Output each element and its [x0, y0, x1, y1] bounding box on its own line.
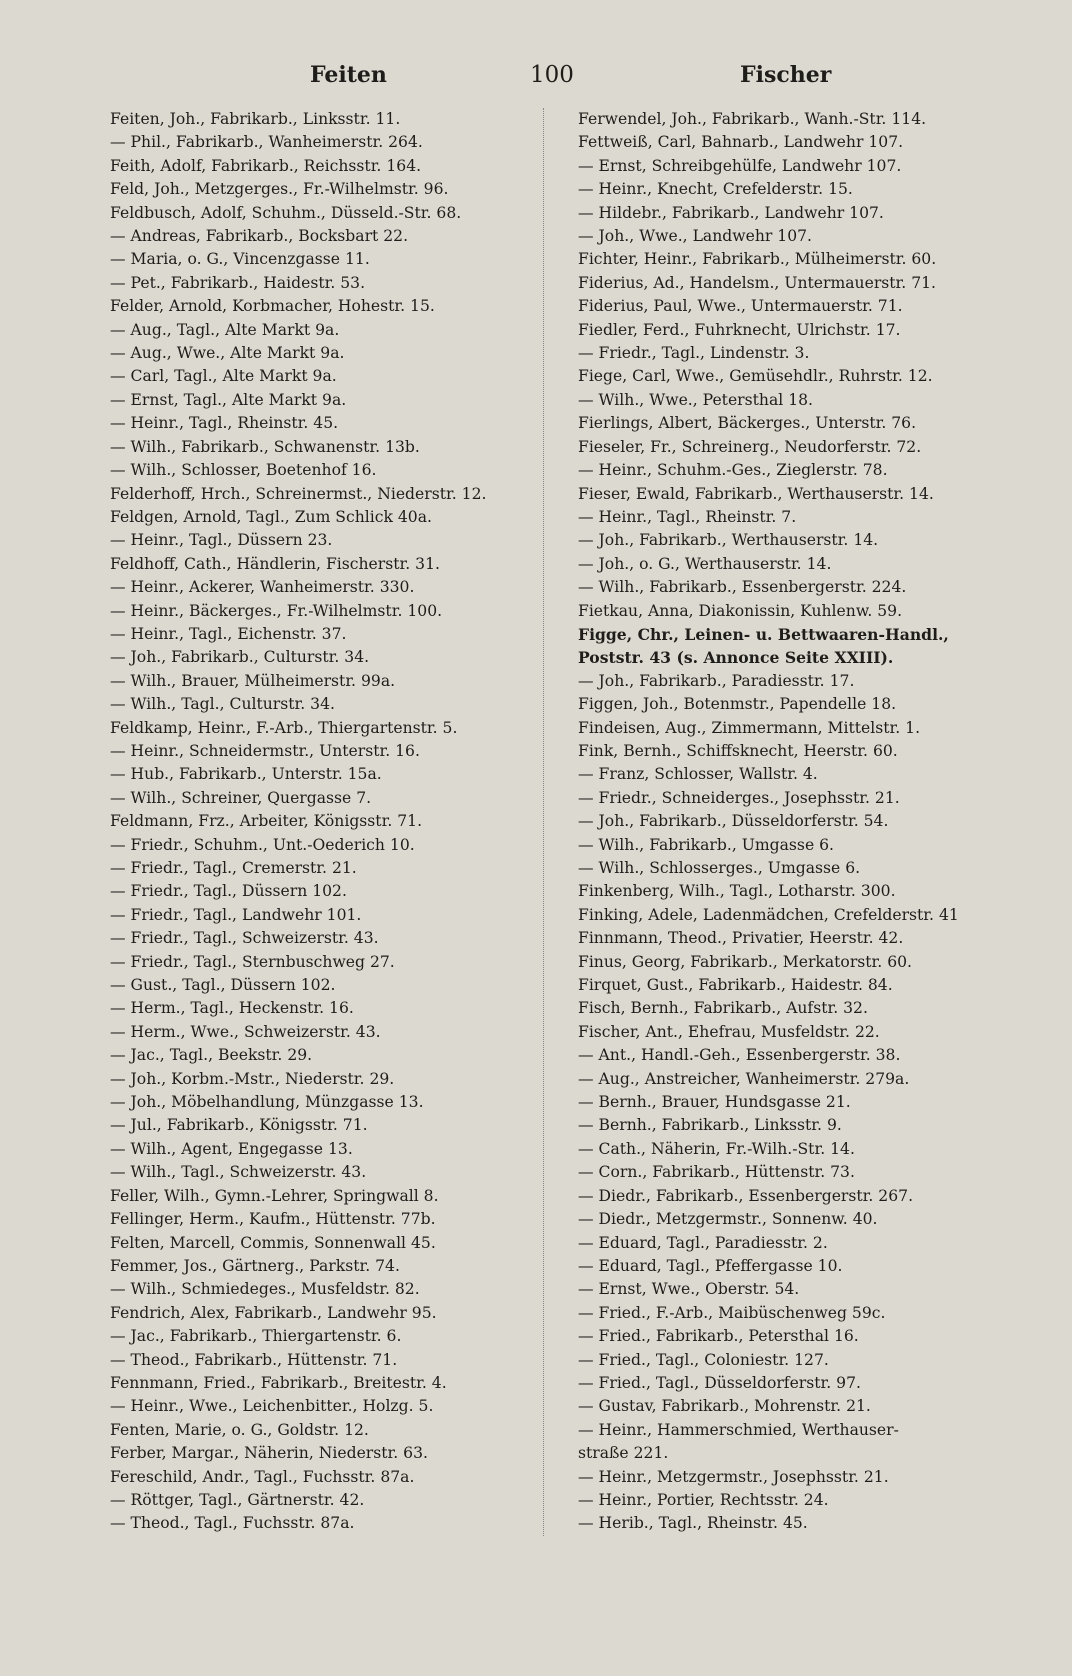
- directory-entry: — Jul., Fabrikarb., Königsstr. 71.: [110, 1116, 368, 1135]
- directory-entry: — Aug., Wwe., Alte Markt 9a.: [110, 344, 345, 363]
- directory-entry: — Friedr., Tagl., Düssern 102.: [110, 882, 347, 901]
- header-right-keyword: Fischer: [740, 62, 832, 88]
- directory-entry: — Heinr., Portier, Rechtsstr. 24.: [578, 1490, 829, 1509]
- directory-entry: — Wilh., Agent, Engegasse 13.: [110, 1139, 353, 1158]
- directory-entry: Ferwendel, Joh., Fabrikarb., Wanh.-Str. 114.: [578, 110, 927, 128]
- directory-entry: — Fried., Tagl., Düsseldorferstr. 97.: [578, 1373, 861, 1392]
- directory-entry: — Maria, o. G., Vincenzgasse 11.: [110, 250, 370, 269]
- directory-entry: Fierlings, Albert, Bäckerges., Unterstr. 76.: [578, 414, 917, 433]
- directory-entry: — Jac., Tagl., Beekstr. 29.: [110, 1046, 313, 1065]
- directory-entry: — Friedr., Tagl., Schweizerstr. 43.: [110, 929, 379, 948]
- directory-entry: — Wilh., Fabrikarb., Schwanenstr. 13b.: [110, 437, 420, 456]
- directory-entry: Feith, Adolf, Fabrikarb., Reichsstr. 164.: [110, 156, 422, 175]
- directory-entry: — Herm., Tagl., Heckenstr. 16.: [110, 999, 354, 1018]
- directory-entry: Fichter, Heinr., Fabrikarb., Mülheimerstr. 60.: [578, 250, 937, 269]
- directory-entry: — Gustav, Fabrikarb., Mohrenstr. 21.: [578, 1397, 871, 1416]
- directory-entry: — Franz, Schlosser, Wallstr. 4.: [578, 765, 818, 784]
- directory-entry: — Fried., Tagl., Coloniestr. 127.: [578, 1350, 829, 1369]
- page-header: [110, 62, 1014, 102]
- directory-entry: — Ernst, Tagl., Alte Markt 9a.: [110, 390, 347, 409]
- directory-entry: — Friedr., Schuhm., Unt.-Oederich 10.: [110, 835, 415, 854]
- directory-entry: Femmer, Jos., Gärtnerg., Parkstr. 74.: [110, 1256, 400, 1275]
- directory-entry: Feld, Joh., Metzgerges., Fr.-Wilhelmstr. 96.: [110, 180, 449, 199]
- directory-entry: — Joh., Wwe., Landwehr 107.: [578, 227, 813, 246]
- directory-entry: — Friedr., Tagl., Sternbuschweg 27.: [110, 952, 395, 971]
- directory-entry: — Heinr., Knecht, Crefelderstr. 15.: [578, 180, 853, 199]
- directory-entry: — Joh., Fabrikarb., Paradiesstr. 17.: [578, 671, 855, 690]
- directory-entry: — Bernh., Brauer, Hundsgasse 21.: [578, 1093, 851, 1112]
- directory-entry: — Röttger, Tagl., Gärtnerstr. 42.: [110, 1490, 365, 1509]
- directory-entry: — Heinr., Tagl., Rheinstr. 7.: [578, 507, 797, 526]
- directory-entry: Felder, Arnold, Korbmacher, Hohestr. 15.: [110, 297, 435, 316]
- left-column: [110, 108, 544, 1536]
- directory-entry: — Heinr., Ackerer, Wanheimerstr. 330.: [110, 578, 415, 597]
- page-number: 100: [530, 62, 574, 88]
- directory-entry: — Carl, Tagl., Alte Markt 9a.: [110, 367, 337, 386]
- directory-entry: — Friedr., Tagl., Landwehr 101.: [110, 905, 362, 924]
- directory-entry: Fiderius, Paul, Wwe., Untermauerstr. 71.: [578, 297, 903, 316]
- directory-entry: — Corn., Fabrikarb., Hüttenstr. 73.: [578, 1163, 855, 1182]
- directory-entry: Fiderius, Ad., Handelsm., Untermauerstr. 71.: [578, 273, 936, 292]
- directory-entry: — Joh., o. G., Werthauserstr. 14.: [578, 554, 832, 573]
- directory-entry: Felderhoff, Hrch., Schreinermst., Niederstr. 12.: [110, 484, 487, 503]
- directory-entry: — Wilh., Schlosserges., Umgasse 6.: [578, 859, 861, 877]
- directory-entry: — Joh., Möbelhandlung, Münzgasse 13.: [110, 1093, 424, 1112]
- directory-entry: — Herib., Tagl., Rheinstr. 45.: [578, 1514, 808, 1533]
- directory-entry: — Heinr., Schuhm.-Ges., Zieglerstr. 78.: [578, 461, 888, 480]
- directory-entry: — Heinr., Hammerschmied, Werthauser-: [578, 1420, 899, 1439]
- directory-entry: — Andreas, Fabrikarb., Bocksbart 22.: [110, 227, 409, 246]
- directory-entry: — Diedr., Fabrikarb., Essenbergerstr. 267.: [578, 1186, 914, 1205]
- directory-entry: — Ernst, Wwe., Oberstr. 54.: [578, 1280, 800, 1299]
- directory-entry: Finnmann, Theod., Privatier, Heerstr. 42.: [578, 929, 904, 948]
- directory-entry: Ferber, Margar., Näherin, Niederstr. 63.: [110, 1444, 428, 1463]
- directory-entry: — Theod., Fabrikarb., Hüttenstr. 71.: [110, 1350, 398, 1369]
- directory-entry: — Heinr., Tagl., Rheinstr. 45.: [110, 414, 339, 433]
- directory-entry: — Ernst, Schreibgehülfe, Landwehr 107.: [578, 156, 902, 175]
- directory-entry: — Hildebr., Fabrikarb., Landwehr 107.: [578, 203, 884, 222]
- directory-entry: Fellinger, Herm., Kaufm., Hüttenstr. 77b.: [110, 1210, 436, 1229]
- directory-entry: — Herm., Wwe., Schweizerstr. 43.: [110, 1022, 381, 1041]
- directory-entry: Fettweiß, Carl, Bahnarb., Landwehr 107.: [578, 133, 904, 152]
- directory-entry: Finking, Adele, Ladenmädchen, Crefelderstr. 41: [578, 905, 959, 924]
- directory-entry: straße 221.: [578, 1444, 669, 1463]
- directory-entry: — Friedr., Schneiderges., Josephsstr. 21.: [578, 788, 900, 807]
- directory-entry: Figge, Chr., Leinen- u. Bettwaaren-Handl.,: [578, 624, 949, 644]
- directory-entry: — Heinr., Schneidermstr., Unterstr. 16.: [110, 741, 420, 760]
- directory-entry: — Gust., Tagl., Düssern 102.: [110, 976, 336, 995]
- directory-entry: — Joh., Korbm.-Mstr., Niederstr. 29.: [110, 1069, 395, 1088]
- directory-entry: Fieseler, Fr., Schreinerg., Neudorferstr. 72.: [578, 437, 922, 456]
- directory-entry: Figgen, Joh., Botenmstr., Papendelle 18.: [578, 695, 897, 714]
- directory-entry: Feldbusch, Adolf, Schuhm., Düsseld.-Str. 68.: [110, 203, 462, 222]
- directory-entry: Poststr. 43 (s. Annonce Seite XXIII).: [578, 648, 894, 668]
- directory-entry: — Cath., Näherin, Fr.-Wilh.-Str. 14.: [578, 1139, 855, 1158]
- directory-entry: Fischer, Ant., Ehefrau, Musfeldstr. 22.: [578, 1022, 880, 1041]
- directory-entry: Feldgen, Arnold, Tagl., Zum Schlick 40a.: [110, 507, 432, 526]
- directory-entry: Felten, Marcell, Commis, Sonnenwall 45.: [110, 1233, 436, 1252]
- right-column: [578, 108, 1003, 1536]
- directory-entry: Feldmann, Frz., Arbeiter, Königsstr. 71.: [110, 812, 423, 831]
- directory-entry: — Eduard, Tagl., Paradiesstr. 2.: [578, 1233, 828, 1252]
- directory-entry: — Heinr., Tagl., Düssern 23.: [110, 531, 333, 550]
- directory-entry: — Heinr., Wwe., Leichenbitter., Holzg. 5.: [110, 1397, 434, 1416]
- directory-entry: — Fried., Fabrikarb., Petersthal 16.: [578, 1327, 859, 1346]
- columns: [110, 108, 1014, 1536]
- directory-entry: Fiege, Carl, Wwe., Gemüsehdlr., Ruhrstr. 12.: [578, 367, 933, 386]
- directory-entry: Feller, Wilh., Gymn.-Lehrer, Springwall 8.: [110, 1186, 439, 1205]
- directory-entry: Fereschild, Andr., Tagl., Fuchsstr. 87a.: [110, 1467, 415, 1486]
- directory-entry: Fisch, Bernh., Fabrikarb., Aufstr. 32.: [578, 999, 868, 1018]
- directory-entry: Findeisen, Aug., Zimmermann, Mittelstr. 1.: [578, 718, 921, 737]
- directory-entry: Firquet, Gust., Fabrikarb., Haidestr. 84.: [578, 976, 893, 995]
- directory-entry: — Heinr., Metzgermstr., Josephsstr. 21.: [578, 1467, 889, 1486]
- directory-entry: — Wilh., Wwe., Petersthal 18.: [578, 390, 813, 409]
- directory-entry: — Eduard, Tagl., Pfeffergasse 10.: [578, 1256, 843, 1275]
- directory-entry: — Wilh., Tagl., Schweizerstr. 43.: [110, 1163, 367, 1182]
- directory-entry: — Jac., Fabrikarb., Thiergartenstr. 6.: [110, 1327, 402, 1346]
- directory-entry: Feldhoff, Cath., Händlerin, Fischerstr. 31.: [110, 554, 440, 573]
- directory-entry: Fink, Bernh., Schiffsknecht, Heerstr. 60.: [578, 741, 898, 760]
- directory-entry: — Wilh., Schmiedeges., Musfeldstr. 82.: [110, 1280, 420, 1299]
- directory-entry: — Bernh., Fabrikarb., Linksstr. 9.: [578, 1116, 842, 1135]
- directory-entry: — Theod., Tagl., Fuchsstr. 87a.: [110, 1514, 355, 1533]
- directory-entry: Fietkau, Anna, Diakonissin, Kuhlenw. 59.: [578, 601, 903, 620]
- directory-entry: — Wilh., Fabrikarb., Essenbergerstr. 224.: [578, 578, 907, 597]
- directory-entry: — Wilh., Fabrikarb., Umgasse 6.: [578, 835, 835, 854]
- directory-entry: Fiedler, Ferd., Fuhrknecht, Ulrichstr. 17.: [578, 320, 901, 339]
- directory-entry: Feiten, Joh., Fabrikarb., Linksstr. 11.: [110, 110, 401, 128]
- directory-entry: — Friedr., Tagl., Lindenstr. 3.: [578, 344, 810, 363]
- directory-entry: Fendrich, Alex, Fabrikarb., Landwehr 95.: [110, 1303, 437, 1322]
- directory-entry: — Fried., F.-Arb., Maibüschenweg 59c.: [578, 1303, 886, 1322]
- directory-entry: — Joh., Fabrikarb., Düsseldorferstr. 54.: [578, 812, 889, 831]
- directory-entry: Fieser, Ewald, Fabrikarb., Werthauserstr. 14.: [578, 484, 934, 503]
- directory-entry: Finus, Georg, Fabrikarb., Merkatorstr. 60.: [578, 952, 912, 971]
- directory-entry: — Ant., Handl.-Geh., Essenbergerstr. 38.: [578, 1046, 901, 1065]
- directory-entry: — Joh., Fabrikarb., Werthauserstr. 14.: [578, 531, 879, 550]
- directory-entry: Finkenberg, Wilh., Tagl., Lotharstr. 300.: [578, 882, 896, 901]
- directory-entry: — Wilh., Schreiner, Quergasse 7.: [110, 788, 372, 807]
- directory-entry: — Heinr., Bäckerges., Fr.-Wilhelmstr. 100.: [110, 601, 443, 620]
- directory-entry: — Wilh., Tagl., Culturstr. 34.: [110, 695, 335, 714]
- directory-entry: — Hub., Fabrikarb., Unterstr. 15a.: [110, 765, 382, 784]
- directory-entry: Fennmann, Fried., Fabrikarb., Breitestr. 4.: [110, 1373, 447, 1392]
- directory-entry: — Wilh., Schlosser, Boetenhof 16.: [110, 461, 377, 480]
- directory-entry: — Heinr., Tagl., Eichenstr. 37.: [110, 624, 347, 643]
- header-left-keyword: Feiten: [310, 62, 387, 88]
- directory-entry: Feldkamp, Heinr., F.-Arb., Thiergartenstr. 5.: [110, 718, 458, 737]
- directory-entry: — Wilh., Brauer, Mülheimerstr. 99a.: [110, 671, 396, 690]
- directory-entry: — Friedr., Tagl., Cremerstr. 21.: [110, 859, 357, 877]
- directory-entry: — Diedr., Metzgermstr., Sonnenw. 40.: [578, 1210, 878, 1229]
- directory-entry: — Aug., Tagl., Alte Markt 9a.: [110, 320, 340, 339]
- directory-entry: — Pet., Fabrikarb., Haidestr. 53.: [110, 273, 366, 292]
- directory-entry: — Aug., Anstreicher, Wanheimerstr. 279a.: [578, 1069, 910, 1088]
- directory-entry: — Phil., Fabrikarb., Wanheimerstr. 264.: [110, 133, 423, 152]
- directory-entry: — Joh., Fabrikarb., Culturstr. 34.: [110, 648, 370, 667]
- directory-entry: Fenten, Marie, o. G., Goldstr. 12.: [110, 1420, 369, 1439]
